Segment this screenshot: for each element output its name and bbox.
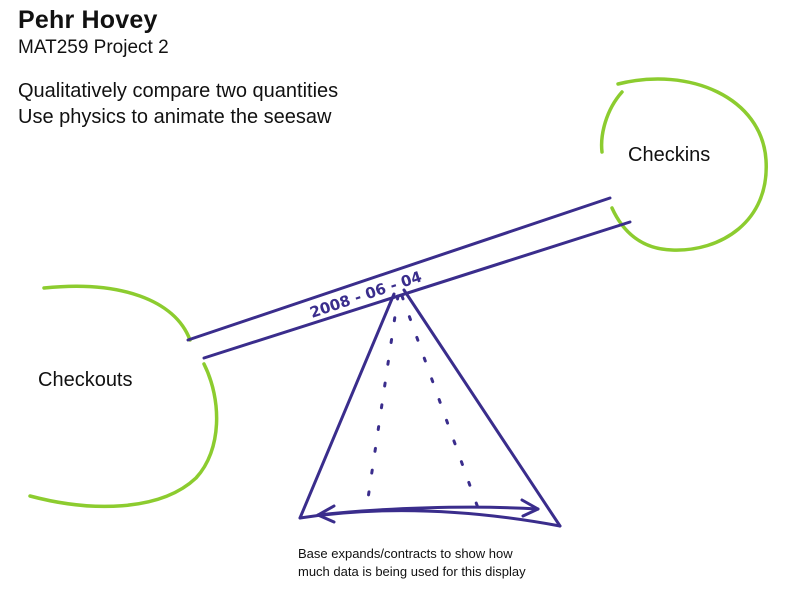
inner-dotted-right [402,296,478,508]
base-note-line-1: Base expands/contracts to show how [298,546,513,561]
beam-date-label: 2008 - 06 - 04 [307,267,425,322]
inner-dotted-left [366,296,398,512]
author-name: Pehr Hovey [18,6,158,34]
checkouts-circle [44,286,190,340]
beam-top-edge [188,198,610,340]
project-subtitle: MAT259 Project 2 [18,37,169,58]
checkins-circle-upper-stroke [602,92,622,152]
description-line-1: Qualitatively compare two quantities [18,80,339,102]
checkins-label: Checkins [628,144,711,166]
description-line-2: Use physics to animate the seesaw [18,106,332,128]
fulcrum-triangle [300,290,560,526]
base-note-line-2: much data is being used for this display [298,564,526,579]
checkouts-label: Checkouts [38,369,133,391]
